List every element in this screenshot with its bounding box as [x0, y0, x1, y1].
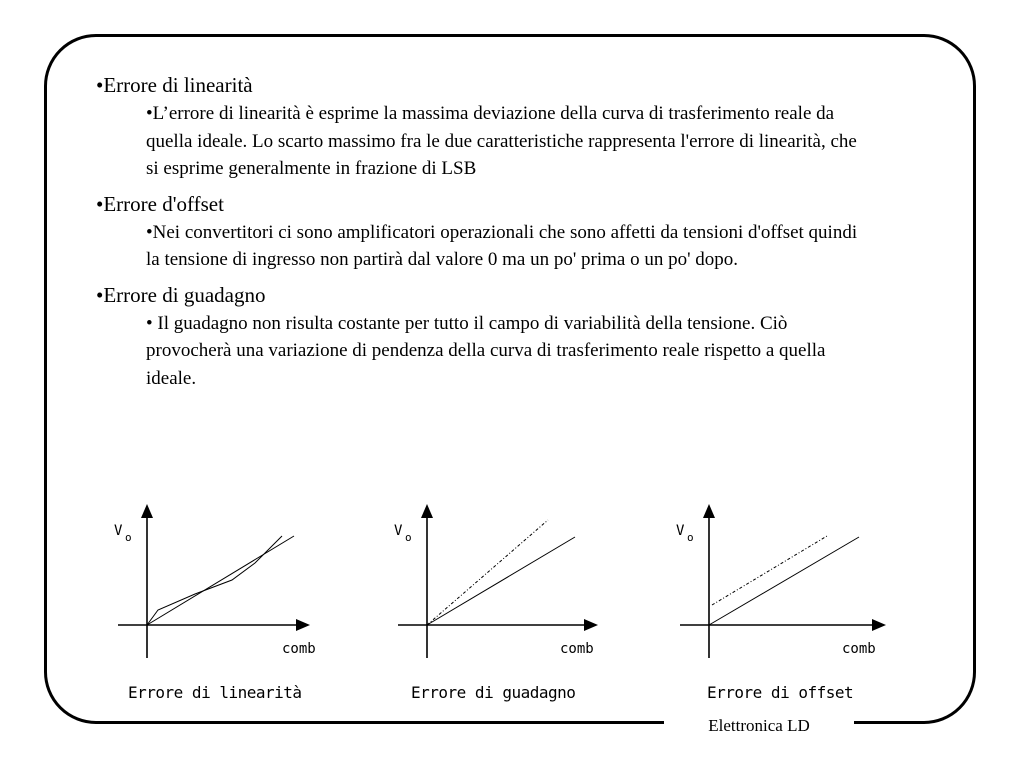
x-axis-arrow	[872, 619, 886, 631]
x-axis-arrow	[296, 619, 310, 631]
diagram-gain	[390, 498, 610, 668]
paragraph-gain: • Il guadagno non risulta costante per tutto il campo di variabilità della tensione. Ciò provocherà una variazione di pendenza della curva di trasferimento reale rispetto a quella ideale.	[146, 312, 826, 389]
y-axis-subscript: o	[405, 531, 412, 544]
diagram-linearity-svg	[110, 498, 330, 668]
heading-linearity: •Errore di linearità	[96, 73, 253, 97]
x-axis-label: comb	[842, 641, 876, 657]
y-axis-arrow	[703, 504, 715, 518]
caption-linearity: Errore di linearità	[128, 683, 302, 702]
ideal-line	[147, 536, 294, 625]
y-axis-label: V	[394, 523, 403, 539]
caption-offset: Errore di offset	[707, 683, 854, 702]
diagram-offset-svg	[672, 498, 902, 668]
footer-label: Elettronica LD	[708, 716, 810, 735]
heading-offset: •Errore d'offset	[96, 191, 224, 216]
paragraph-offset: •Nei convertitori ci sono amplificatori operazionali che sono affetti da tensioni d'offset quindi la tensione di ingresso non partirà dal valore 0 ma un po' prima o un po' dopo.	[146, 221, 858, 270]
paragraph-linearity: •L’errore di linearità è esprime la massima deviazione della curva di trasferimento reale da quella ideale. Lo scarto massimo fra le due caratteristiche rappresenta l'errore di linearità, che si esprime generalmente in frazione di LSB	[146, 103, 857, 179]
real-curve	[147, 536, 282, 625]
diagram-linearity	[110, 498, 330, 668]
slide-content	[96, 72, 896, 400]
ideal-line	[427, 537, 575, 625]
ideal-line	[709, 537, 859, 625]
y-axis-arrow	[141, 504, 153, 518]
diagram-gain-svg	[390, 498, 610, 668]
caption-gain: Errore di guadagno	[411, 683, 576, 702]
x-axis-label: comb	[282, 641, 316, 657]
real-gain-line	[427, 520, 548, 625]
y-axis-label: V	[114, 523, 123, 539]
diagram-offset	[672, 498, 902, 668]
y-axis-label: V	[676, 523, 685, 539]
y-axis-arrow	[421, 504, 433, 518]
x-axis-arrow	[584, 619, 598, 631]
y-axis-subscript: o	[687, 531, 694, 544]
heading-gain: •Errore di guadagno	[96, 282, 266, 307]
offset-line	[712, 536, 827, 605]
y-axis-subscript: o	[125, 531, 132, 544]
x-axis-label: comb	[560, 641, 594, 657]
